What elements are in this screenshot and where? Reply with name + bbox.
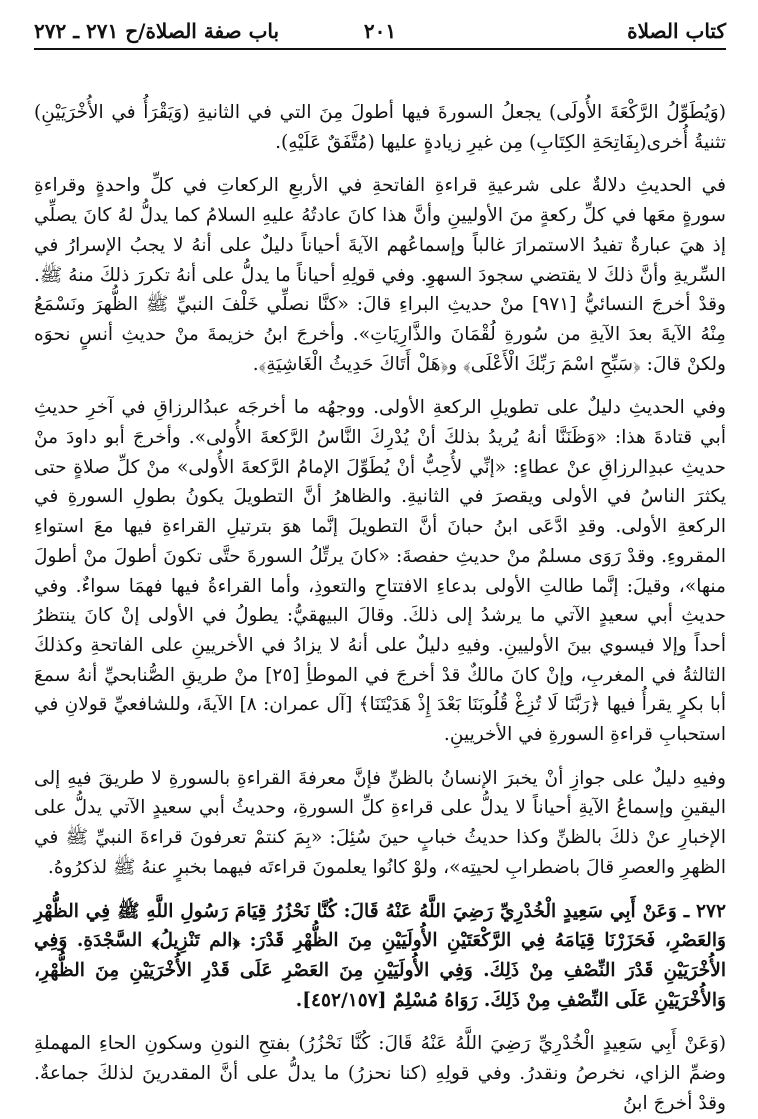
page-number: ٢٠١ (363, 19, 397, 43)
chapter-reference: باب صفة الصلاة/ح ٢٧١ ـ ٢٧٢ (34, 19, 280, 43)
hadith-272: ٢٧٢ ـ وَعَنْ أَبِي سَعِيدٍ الْخُدْرِيِّ رَضِيَ اللَّهُ عَنْهُ قَالَ: كُنَّا نَحْزُرُ قِيَامَ رَسُولِ اللَّهِ ﷺ فِي الظُّهْرِ وَالعَصْرِ، فَحَزَرْنَا قِيَامَهُ فِي الرَّكْعَتَيْنِ الأُولَيَيْنِ مِنَ الظُّهْرِ قَدْرَ: ﴿الم تَنْزِيلُ﴾ السَّجْدَةِ. وَفِي الأُخْرَيَيْنِ قَدْرَ النِّصْفِ مِنْ ذَلِكَ. وَفِي الأُولَيَيْنِ مِنَ العَصْرِ عَلَى قَدْرِ الأُخْرَيَيْنِ مِنَ الظُّهْرِ، وَالأُخْرَيَيْنِ عَلَى النِّصْفِ مِنْ ذَلِكَ. رَوَاهُ مُسْلِمٌ [٤٥٢/١٥٧]. (34, 900, 726, 1011)
book-title: كتاب الصلاة (627, 19, 726, 43)
running-header (34, 0, 726, 50)
paragraph-estimation: وفيهِ دليلٌ على جوازِ أنْ يخبرَ الإنسانُ بالظنِّ فإنَّ معرفةَ القراءةِ بالسورةِ لا طريقَ فيهِ إلى اليقينِ وإسماعُ الآيةِ أحياناً لا يدلُّ على قراءةِ كلِّ السورةِ، وحديثُ أبي سعيدٍ الآتي يدلُّ على الإخبارِ عنْ ذلكَ بالظنِّ وكذا حديثُ خبابٍ حينَ سُئِلَ: «بِمَ كنتمْ تعرفونَ قراءةَ النبيِّ ﷺ في الظهرِ والعصرِ قالَ باضطرابِ لحيتِه»، ولوْ كانُوا يعلمونَ قراءتَه فيهما بخبرٍ عنهُ ﷺ لذكرُوهُ. (34, 767, 727, 878)
paragraph-commentary: (وَعَنْ أَبِي سَعِيدٍ الْخُدْرِيِّ رَضِيَ اللَّهُ عَنْهُ قَالَ: كُنَّا نَحْزُرُ) بفتحِ النونِ وسكونِ الحاءِ المهملةِ وضمِّ الزاي، نخرصُ ونقدرُ. وفي قولِهِ (كنا نحزرُ) ما يدلُّ على أنَّ المقدرينَ لذلكَ جماعةٌ. وقدْ أخرجَ ابنُ (34, 1033, 726, 1114)
paragraph-first-rakah: وفي الحديثِ دليلٌ على تطويلِ الركعةِ الأولى. ووجهُه ما أخرجَه عبدُالرزاقِ في آخرِ حديثِ أبي قتادةَ هذا: «وَظَنَنَّا أنهُ يُريدُ بذلكَ أنْ يُدْرِكَ النَّاسُ الرَّكعةَ الأُولى». وأخرجَ أبو داودَ منْ حديثِ عبدِالرزاقِ عنْ عطاءٍ: «إنِّي لأُحِبُّ أنْ يُطَوِّلَ الإمامُ الرَّكعةَ الأُولى» منْ كلِّ صلاةٍ حتى يكثرَ الناسُ في الأولى ويقصرَ في الثانيةِ. والظاهرُ أنَّ التطويلَ يكونُ بطولِ السورةِ في الركعةِ الأولى. وقدِ ادَّعَى ابنُ حبانَ أنَّ التطويلَ إنَّما هوَ بترتيلِ القراءةِ فيها معَ استواءِ المقروءِ. وقدْ رَوَى مسلمٌ منْ حديثِ حفصةَ: «كانَ يرتِّلُ السورةَ حتَّى تكونَ أطولَ منْ أطولَ منها»، وقيلَ: إنَّما طالتِ الأولى بدعاءِ الافتتاحِ والتعوذِ، وأما القراءةُ فيها فهمَا سواءٌ. وفي حديثِ أبي سعيدٍ الآتي ما يرشدُ إلى ذلكَ. وقالَ البيهقيُّ: يطولُ في الأولى إنْ كانَ ينتظرُ أحداً وإلا فيسوي بينَ الأوليينِ. وفيهِ دليلٌ على أنهُ لا يزادُ في الأخريينِ على الفاتحةِ وكذلكَ الثالثةُ في المغربِ، وإنْ كانَ مالكٌ قدْ أخرجَ في الموطأِ [٢٥] منْ طريقِ الصُّنابحيِّ أنهُ سمعَ أبا بكرٍ يقرأُ فيها ﴿رَبَّنَا لَا تُزِغْ قُلُوبَنَا بَعْدَ إِذْ هَدَيْتَنَا﴾ [آل عمران: ٨] الآيةَ، وللشافعيِّ قولانِ في استحبابِ قراءةِ السورةِ في الأخريينِ. (34, 397, 727, 746)
paragraph-matn-explanation: (وَيُطَوِّلُ الرَّكْعَةَ الأُولَى) يجعلُ السورةَ فيها أطولَ مِنَ التي في الثانيةِ (وَيَقْرَأُ في الأُخْرَيَيْنِ) تثنيةُ أُخرى(بِفَاتِحَةِ الكِتَابِ) مِن غيرِ زيادةٍ عليها (مُتَّفَقٌ عَلَيْهِ). (34, 102, 726, 153)
paragraph-reading-evidence: في الحديثِ دلالةٌ على شرعيةِ قراءةِ الفاتحةِ في الأربعِ الركعاتِ في كلِّ واحدةٍ وقراءةِ سورةٍ معَها في كلِّ ركعةٍ منَ الأوليينِ وأنَّ هذا كانَ عادتُهُ عليهِ السلامُ كما يدلُّ لهُ كانَ يصلِّي إذ هيَ عبارةٌ تفيدُ الاستمرارَ غالباً وإسماعُهم الآيةَ أحياناً دليلٌ على أنهُ لا يجبُ الإسرارُ في السِّريةِ وأنَّ ذلكَ لا يقتضي سجودَ السهوِ. وفي قولِهِ أحياناً ما يدلُّ على أنهُ تكررَ ذلكَ منهُ ﷺ. وقدْ أخرجَ النسائيُّ [٩٧١] منْ حديثِ البراءِ قالَ: «كنَّا نصلِّي خَلْفَ النبيِّ ﷺ الظُّهرَ ونَسْمَعُ مِنْهُ الآيةَ بعدَ الآيةِ من سُورةِ لُقْمَانَ والذَّارِيَاتِ». وأخرجَ ابنُ خزيمةَ منْ حديثِ أنسٍ نحوَه ولكنْ قالَ: ﴿سَبِّحِ اسْمَ رَبِّكَ الْأَعْلَى﴾ و﴿هَلْ أَتَاكَ حَدِيثُ الْغَاشِيَةِ﴾. (34, 175, 726, 375)
